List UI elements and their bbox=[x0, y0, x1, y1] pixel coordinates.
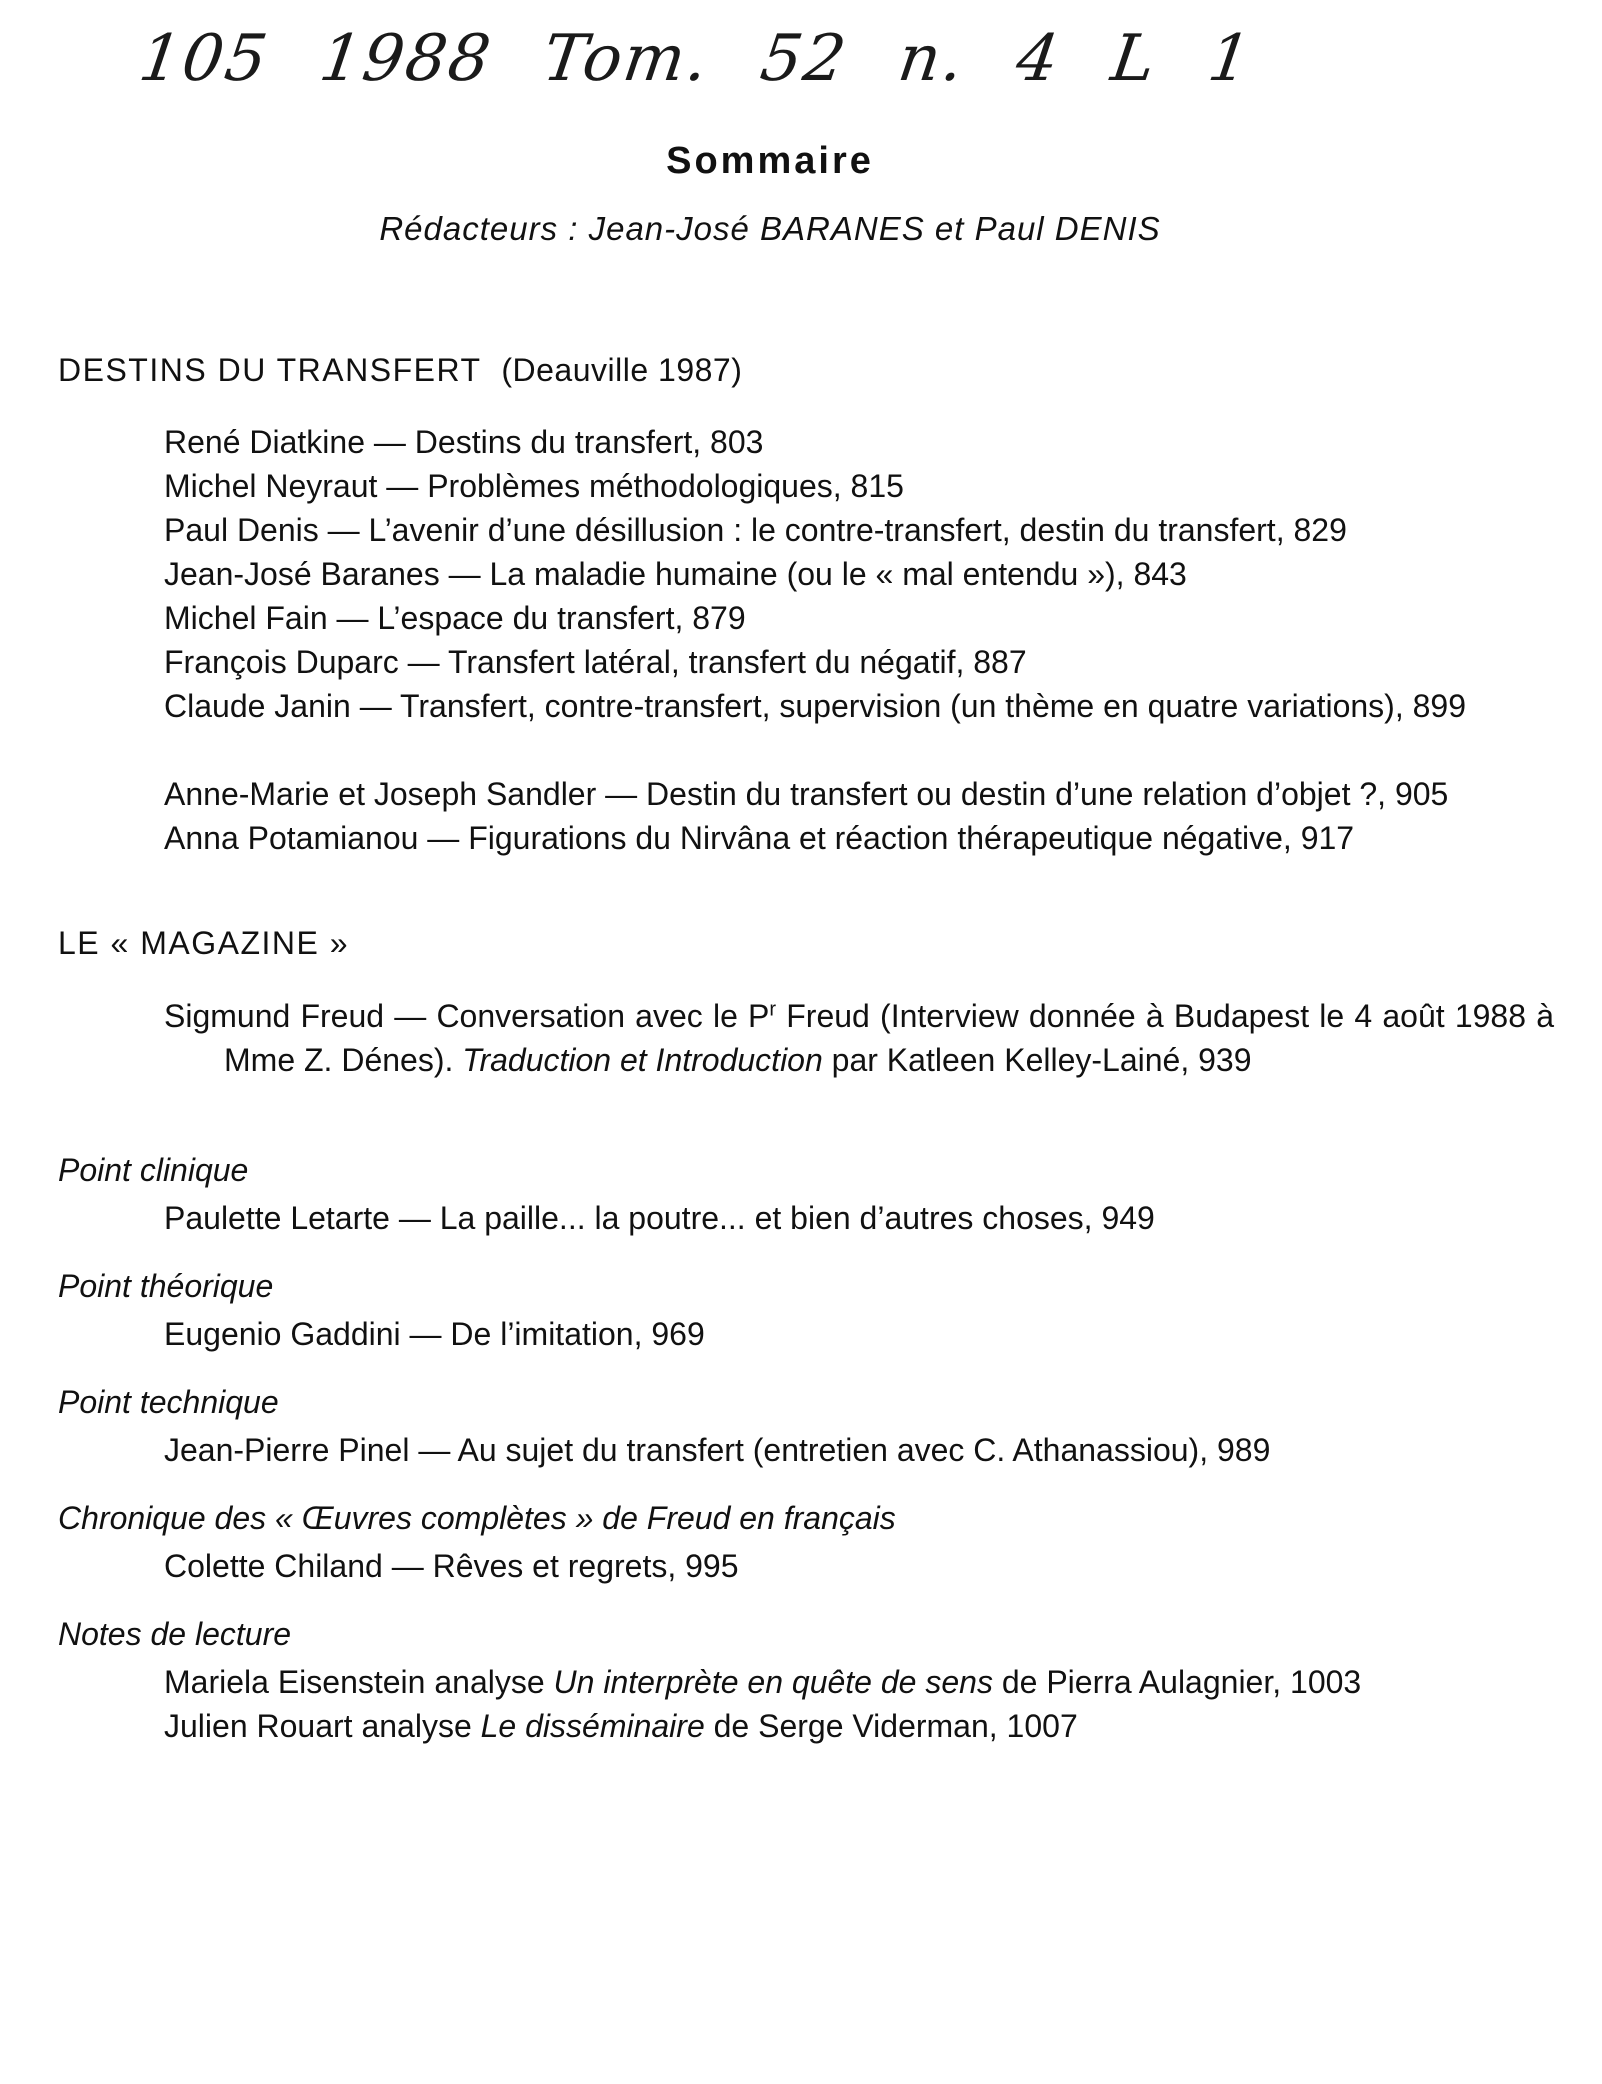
page-title: Sommaire bbox=[666, 140, 874, 182]
freud-entry-part1: Sigmund Freud — Conversation avec le P bbox=[164, 998, 770, 1034]
toc-entry: Colette Chiland — Rêves et regrets, 995 bbox=[164, 1548, 739, 1584]
subsection-heading-notes: Notes de lecture bbox=[58, 1616, 292, 1652]
toc-entry: Paulette Letarte — La paille... la poutre... et bien d’autres choses, 949 bbox=[164, 1200, 1155, 1236]
toc-entry: Jean-Pierre Pinel — Au sujet du transfert (entretien avec C. Athanassiou), 989 bbox=[164, 1432, 1271, 1468]
freud-entry-sup: r bbox=[769, 998, 777, 1021]
toc-entry: Paul Denis — L’avenir d’une désillusion : le contre-transfert, destin du transfert, 829 bbox=[164, 512, 1347, 548]
freud-entry-italic: Traduction et Introduction bbox=[462, 1042, 823, 1078]
freud-entry-part3: par Katleen Kelley-Lainé, 939 bbox=[822, 1042, 1252, 1078]
section-heading-destins bbox=[58, 352, 742, 389]
toc-entry: Eugenio Gaddini — De l’imitation, 969 bbox=[164, 1316, 705, 1352]
section-heading-magazine: LE « MAGAZINE » bbox=[58, 925, 350, 961]
editors-line: Rédacteurs : Jean-José BARANES et Paul DENIS bbox=[379, 210, 1161, 247]
note-book-title: Le disséminaire bbox=[480, 1708, 705, 1744]
note-after: de Pierra Aulagnier, 1003 bbox=[992, 1664, 1362, 1700]
note-before: Julien Rouart analyse bbox=[164, 1708, 481, 1744]
toc-entry: François Duparc — Transfert latéral, transfert du négatif, 887 bbox=[164, 644, 1027, 680]
toc-entry-freud bbox=[164, 994, 1554, 1082]
subsection-heading-clinique: Point clinique bbox=[58, 1152, 249, 1188]
subsection-heading-chronique: Chronique des « Œuvres complètes » de Freud en français bbox=[58, 1500, 896, 1536]
section-heading-text: DESTINS DU TRANSFERT bbox=[58, 352, 481, 388]
freud-entry-part2: Freud (Interview donnée à Budapest le 4 août 1988 à Mme Z. Dénes). bbox=[224, 998, 1555, 1078]
toc-entry-note bbox=[164, 1704, 1544, 1748]
note-before: Mariela Eisenstein analyse bbox=[164, 1664, 554, 1700]
toc-entry-note bbox=[164, 1660, 1544, 1704]
subsection-heading-technique: Point technique bbox=[58, 1384, 279, 1420]
toc-entry: Anne-Marie et Joseph Sandler — Destin du transfert ou destin d’une relation d’objet ?, 905 bbox=[164, 776, 1449, 812]
toc-entry: René Diatkine — Destins du transfert, 803 bbox=[164, 424, 764, 460]
subsection-heading-theorique: Point théorique bbox=[58, 1268, 274, 1304]
note-after: de Serge Viderman, 1007 bbox=[704, 1708, 1078, 1744]
toc-entry: Michel Neyraut — Problèmes méthodologiques, 815 bbox=[164, 468, 904, 504]
toc-entry: Claude Janin — Transfert, contre-transfert, supervision (un thème en quatre variations), 899 bbox=[164, 688, 1466, 724]
note-book-title: Un interprète en quête de sens bbox=[553, 1664, 993, 1700]
toc-entry: Anna Potamianou — Figurations du Nirvâna et réaction thérapeutique négative, 917 bbox=[164, 820, 1355, 856]
handwritten-note: 105 1988 Tom. 52 n. 4 L 1 bbox=[134, 22, 1257, 96]
toc-entry: Jean-José Baranes — La maladie humaine (ou le « mal entendu »), 843 bbox=[164, 556, 1187, 592]
section-heading-note: (Deauville 1987) bbox=[501, 352, 743, 388]
toc-entry: Michel Fain — L’espace du transfert, 879 bbox=[164, 600, 746, 636]
